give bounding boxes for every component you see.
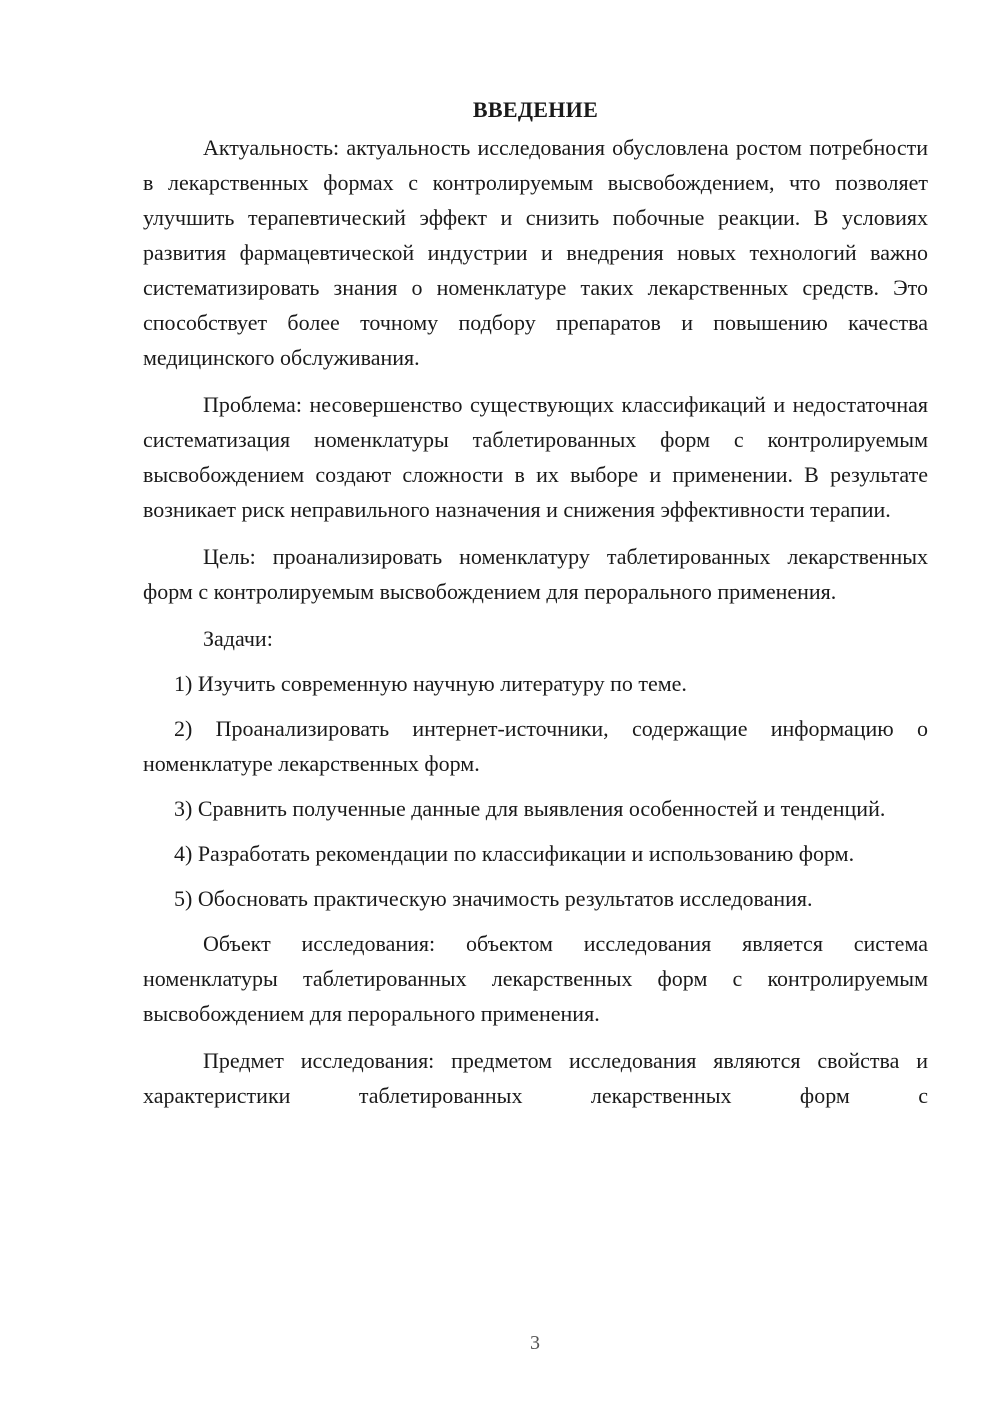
tasks-label: Задачи: [203, 626, 273, 651]
paragraph-object: Объект исследования: объектом исследования является система номенклатуры таблетированных лекарственных форм с контролируемым высвобождением для перорального применения. [143, 931, 928, 1026]
task-item-1: 1) Изучить современную научную литературу по теме. [174, 671, 687, 696]
task-item-5: 5) Обосновать практическую значимость результатов исследования. [174, 886, 813, 911]
task-item-2: 2) Проанализировать интернет-источники, содержащие информацию о номенклатуре лекарственных форм. [143, 716, 928, 776]
task-item-3: 3) Сравнить полученные данные для выявления особенностей и тенденций. [174, 796, 886, 821]
paragraph-goal: Цель: проанализировать номенклатуру таблетированных лекарственных форм с контролируемым высвобождением для перорального применения. [143, 544, 928, 604]
paragraph-problem: Проблема: несовершенство существующих классификаций и недостаточная систематизация номенклатуры таблетированных форм с контролируемым высвобождением создают сложности в их выборе и применении. В результате возникает риск неправильного назначения и снижения эффективности терапии. [143, 392, 928, 522]
paragraph-relevance: Актуальность: актуальность исследования обусловлена ростом потребности в лекарственных формах с контролируемым высвобождением, что позволяет улучшить терапевтический эффект и снизить побочные реакции. В условиях развития фармацевтической индустрии и внедрения новых технологий важно систематизировать знания о номенклатуре таких лекарственных средств. Это способствует более точному подбору препаратов и повышению качества медицинского обслуживания. [143, 135, 928, 370]
page-title: ВВЕДЕНИЕ [472, 97, 599, 122]
task-item-4: 4) Разработать рекомендации по классификации и использованию форм. [174, 841, 855, 866]
paragraph-subject: Предмет исследования: предметом исследования являются свойства и характеристики таблетированных лекарственных форм с [143, 1048, 928, 1108]
document-page [143, 92, 928, 1113]
page-number: 3 [530, 1332, 540, 1354]
